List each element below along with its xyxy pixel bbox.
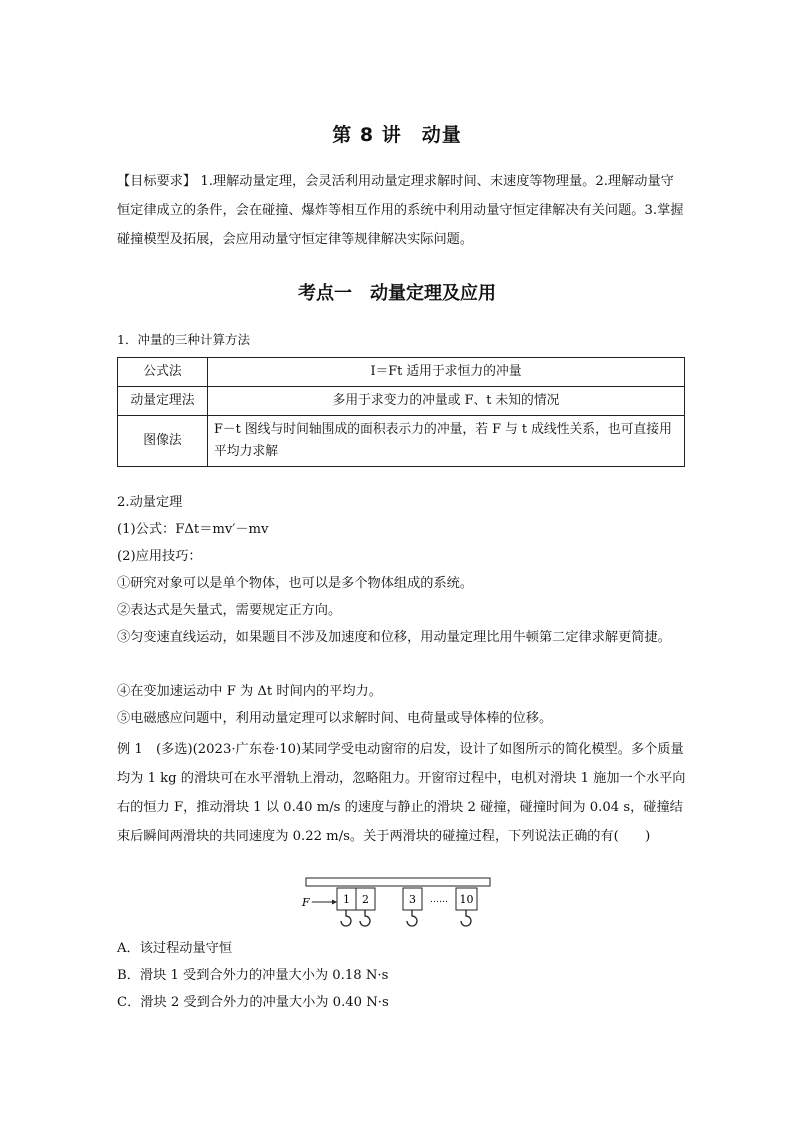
tip-item: ③匀变速直线运动，如果题目不涉及加速度和位移，用动量定理比用牛顿第二定律求解更简捷。 xyxy=(117,630,671,645)
page-title: 第 8 讲 动量 xyxy=(332,124,462,146)
table-cell-desc: I＝Ft 适用于求恒力的冲量 xyxy=(208,358,685,387)
hooks xyxy=(341,910,471,926)
item2-heading: 2.动量定理 xyxy=(117,495,183,510)
table-cell-method: 动量定理法 xyxy=(118,387,208,416)
tip-item: ②表达式是矢量式，需要规定正方向。 xyxy=(117,603,342,618)
tip-item: ④在变加速运动中 F 为 Δt 时间内的平均力。 xyxy=(117,684,382,699)
example-question: 例 1 (多选)(2023·广东卷·10)某同学受电动窗帘的启发，设计了如图所示的简化模型。多个质量均为 1 kg 的滑块可在水平滑轨上滑动，忽略阻力。开窗帘过程中，电机对滑块 1 施加一个水平向右的恒力 F，推动滑块 1 以 0.40 m/s 的速度与静止的滑块 2 碰撞，碰撞时间为 0.04 s，碰撞结束后瞬间两滑块的共同速度为 0.22 m/s。关于两滑块的碰撞过程，下列说法正确的有( ) xyxy=(117,742,686,844)
objective-tag: 【目标要求】 xyxy=(117,174,197,189)
force-label: F xyxy=(302,896,310,909)
choice-a: A．该过程动量守恒 xyxy=(117,941,233,956)
block-label: 10 xyxy=(459,893,474,906)
choice-c: C．滑块 2 受到合外力的冲量大小为 0.40 N·s xyxy=(117,995,389,1010)
table-cell-method: 图像法 xyxy=(118,416,208,467)
ellipsis: …… xyxy=(430,895,448,905)
objective-text: 1.理解动量定理，会灵活利用动量定理求解时间、末速度等物理量。2.理解动量守恒定律成立的条件，会在碰撞、爆炸等相互作用的系统中利用动量守恒定律解决有关问题。3.掌握碰撞模型及拓展，会应用动量守恒定律等规律解决实际问题。 xyxy=(117,174,684,247)
force-arrowhead xyxy=(332,900,337,905)
rail xyxy=(306,878,490,886)
item1-heading: 1．冲量的三种计算方法 xyxy=(117,332,250,347)
table-row xyxy=(118,387,685,416)
impulse-methods-table xyxy=(117,357,685,467)
table-cell-method: 公式法 xyxy=(118,358,208,387)
table-cell-desc: 多用于求变力的冲量或 F、t 未知的情况 xyxy=(208,387,685,416)
section-title: 考点一 动量定理及应用 xyxy=(298,283,496,304)
table-cell-desc: F－t 图线与时间轴围成的面积表示力的冲量，若 F 与 t 成线性关系，也可直接用平均力求解 xyxy=(208,416,685,467)
sliding-blocks-figure xyxy=(298,876,494,934)
tip-item: ⑤电磁感应问题中，利用动量定理可以求解时间、电荷量或导体棒的位移。 xyxy=(117,711,553,726)
block-label: 1 xyxy=(343,893,350,906)
formula-line: (1)公式：FΔt＝mv′－mv xyxy=(117,522,269,537)
block-label: 3 xyxy=(409,893,416,906)
block-label: 2 xyxy=(362,893,369,906)
objective-paragraph xyxy=(117,167,687,254)
choice-b: B．滑块 1 受到合外力的冲量大小为 0.18 N·s xyxy=(117,968,389,983)
table-row xyxy=(118,358,685,387)
tips-heading: (2)应用技巧： xyxy=(117,549,202,564)
tip-item: ①研究对象可以是单个物体，也可以是多个物体组成的系统。 xyxy=(117,576,474,591)
table-row xyxy=(118,416,685,467)
